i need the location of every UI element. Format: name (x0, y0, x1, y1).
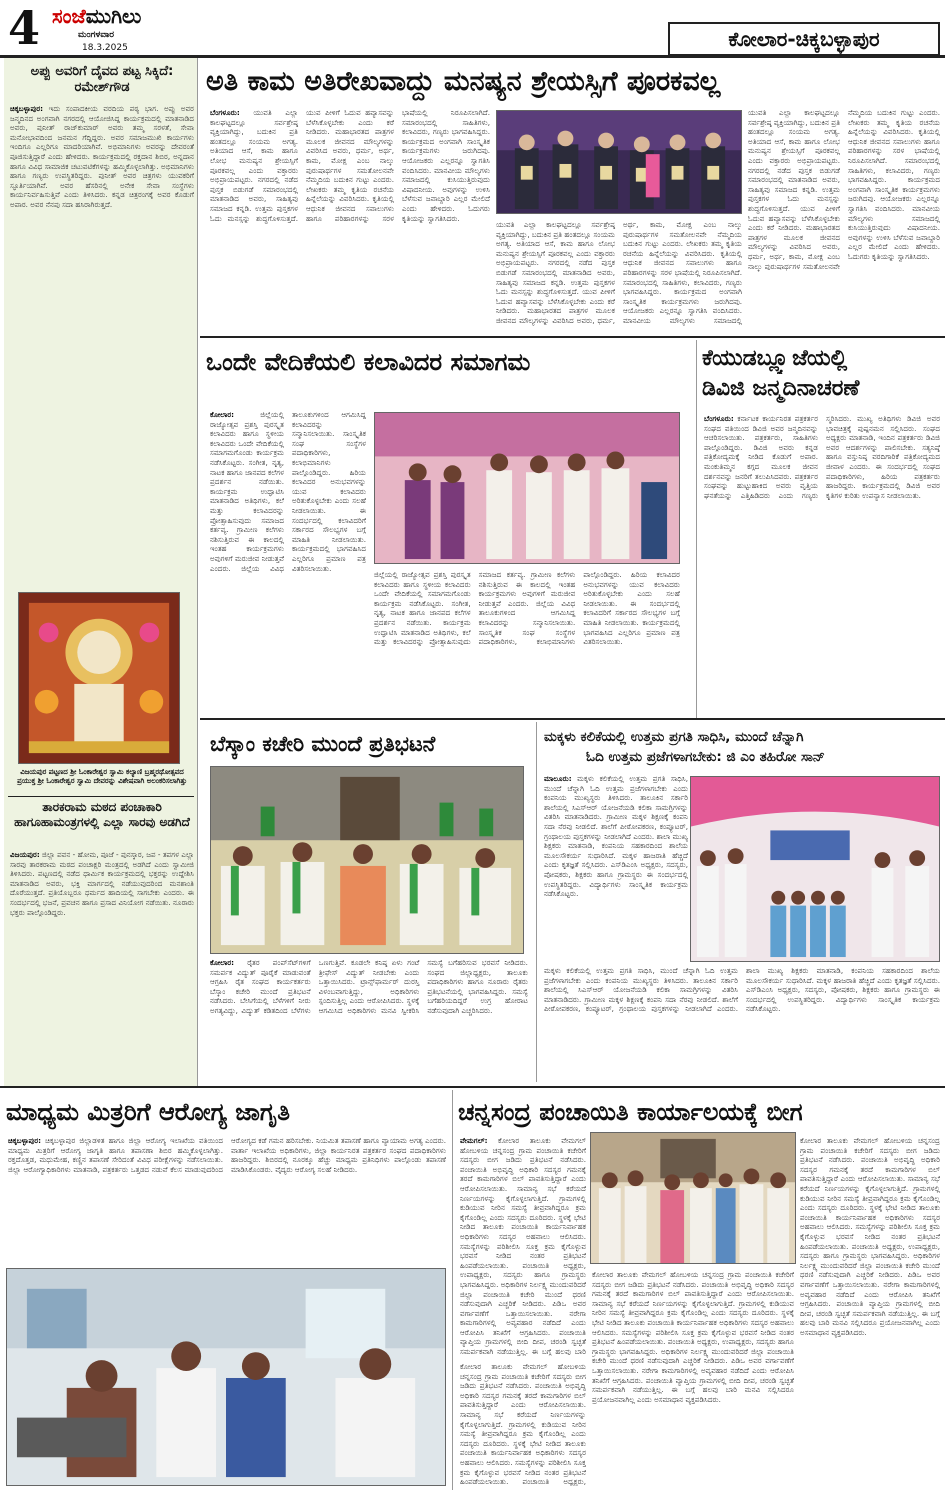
lead-body-right (748, 108, 940, 334)
lower-rule (0, 1086, 945, 1088)
health-camp-photo (6, 1268, 446, 1486)
children-body-bottom (544, 966, 940, 1078)
lead-body-right-text: ಯುವತಿ ಎಲ್ಲಾ ಕಾಲಘಟ್ಟದಲ್ಲೂ ಸರ್ವಶ್ರೇಷ್ಠ ವ್ಯಕ್ತಿಯಾಗಿದ್ದು, ಬದುಕಿನ ಪ್ರತಿ ಹಂತದಲ್ಲೂ ಸಂಯಮ ಅಗತ್ಯ. ಅತಿಯಾದ ಆಸೆ, ಕಾಮ ಹಾಗೂ ಲೋಭ ಮನುಷ್ಯನ ಶ್ರೇಯಸ್ಸಿಗೆ ಪೂರಕವಲ್ಲ ಎಂದು ವಕ್ತಾರರು ಅಭಿಪ್ರಾಯಪಟ್ಟರು. ನಗರದಲ್ಲಿ ನಡೆದ ಪುಸ್ತಕ ಬಿಡುಗಡೆ ಸಮಾರಂಭದಲ್ಲಿ ಮಾತನಾಡಿದ ಅವರು, ಸಾಹಿತ್ಯವು ಸಮಾಜದ ಕನ್ನಡಿ. ಉತ್ತಮ ಪುಸ್ತಕಗಳ ಓದು ಮನಸ್ಸನ್ನು ಶುದ್ಧಗೊಳಿಸುತ್ತದೆ. ಯುವ ಪೀಳಿಗೆ ಓದುವ ಹವ್ಯಾಸವನ್ನು ಬೆಳೆಸಿಕೊಳ್ಳಬೇಕು ಎಂದು ಕರೆ ನೀಡಿದರು. ಮಹಾಭಾರತದ ಪಾತ್ರಗಳ ಮೂಲಕ ಜೀವನದ ಮೌಲ್ಯಗಳನ್ನು ವಿವರಿಸಿದ ಅವರು, ಧರ್ಮ, ಅರ್ಥ, ಕಾಮ, ಮೋಕ್ಷ ಎಂಬ ನಾಲ್ಕು ಪುರುಷಾರ್ಥಗಳ ಸಮತೋಲನವೇ ನೆಮ್ಮದಿಯ ಬದುಕಿನ ಗುಟ್ಟು ಎಂದರು. ಲೇಖಕರು ತಮ್ಮ ಕೃತಿಯ ರಚನೆಯ ಹಿನ್ನೆಲೆಯನ್ನು ವಿವರಿಸಿದರು. ಕೃತಿಯಲ್ಲಿ ಆಧುನಿಕ ಜೀವನದ ಸವಾಲುಗಳು ಹಾಗೂ ಪರಿಹಾರಗಳನ್ನು ಸರಳ ಭಾಷೆಯಲ್ಲಿ ನಿರೂಪಿಸಲಾಗಿದೆ. ಸಮಾರಂಭದಲ್ಲಿ ಸಾಹಿತಿಗಳು, ಕಲಾವಿದರು, ಗಣ್ಯರು ಭಾಗವಹಿಸಿದ್ದರು. ಕಾರ್ಯಕ್ರಮದ ಅಂಗವಾಗಿ ಸಾಂಸ್ಕೃತಿಕ ಕಾರ್ಯಕ್ರಮಗಳು ಜರುಗಿದವು. ಆಯೋಜಕರು ಎಲ್ಲರನ್ನೂ ಸ್ವಾಗತಿಸಿ ವಂದಿಸಿದರು. ಮಾನವೀಯ ಮೌಲ್ಯಗಳು ಸಮಾಜದಲ್ಲಿ ಕುಸಿಯುತ್ತಿರುವುದು ವಿಷಾದನೀಯ. ಅವುಗಳನ್ನು ಉಳಿಸಿ ಬೆಳೆಸುವ ಜವಾಬ್ದಾರಿ ಎಲ್ಲರ ಮೇಲಿದೆ ಎಂದು ಹೇಳಿದರು. ಓದುಗರು ಕೃತಿಯನ್ನು ಸ್ವಾಗತಿಸಿದರು. (748, 108, 940, 271)
newspaper-name (52, 4, 141, 28)
left-headline-2: ತಾರಕರಾಮ ಮಠದ ಪಂಚಾಕಾರಿ ಹಾಗೂಹಾಮಂತ್ರಗಳಲ್ಲಿ ಎಲ್ಲಾ ಸಾರವು ಅಡಗಿದೆ (14, 800, 190, 829)
artists-headline: ಒಂದೇ ವೇದಿಕೆಯಲಿ ಕಲಾವಿದರ ಸಮಾಗಮ (206, 348, 531, 376)
left-body (10, 104, 194, 590)
left-dateline: ಚಿಕ್ಕಬಳ್ಳಾಪುರ: (10, 104, 44, 113)
page-number: 4 (8, 1, 41, 55)
issue-date: 18.3.2025 (82, 43, 128, 53)
lead-bottom-rule (200, 336, 945, 338)
artists-body-bottom (374, 570, 680, 710)
media-body-text: ಚಿಕ್ಕಬಳ್ಳಾಪುರ ಜಿಲ್ಲಾಡಳಿತ ಹಾಗೂ ಜಿಲ್ಲಾ ಆರೋಗ್ಯ ಇಲಾಖೆಯ ವತಿಯಿಂದ ಮಾಧ್ಯಮ ಮಿತ್ರರಿಗೆ ಆರೋಗ್ಯ ಜಾಗೃತಿ ಹಾಗೂ ತಪಾಸಣಾ ಶಿಬಿರ ಹಮ್ಮಿಕೊಳ್ಳಲಾಗಿತ್ತು. ರಕ್ತದೊತ್ತಡ, ಮಧುಮೇಹ, ಕಣ್ಣಿನ ತಪಾಸಣೆ ಸೇರಿದಂತೆ ವಿವಿಧ ಪರೀಕ್ಷೆಗಳನ್ನು ನಡೆಸಲಾಯಿತು. ಜಿಲ್ಲಾ ಆರೋಗ್ಯಾಧಿಕಾರಿಗಳು ಮಾತನಾಡಿ, ಪತ್ರಕರ್ತರು ಒತ್ತಡದ ನಡುವೆ ಕೆಲಸ ಮಾಡುವುದರಿಂದ ಆರೋಗ್ಯದ ಕಡೆ ಗಮನ ಹರಿಸಬೇಕು. ನಿಯಮಿತ ತಪಾಸಣೆ ಹಾಗೂ ವ್ಯಾಯಾಮ ಅಗತ್ಯ ಎಂದರು. ವಾರ್ತಾ ಇಲಾಖೆಯ ಅಧಿಕಾರಿಗಳು, ಜಿಲ್ಲಾ ಕಾರ್ಯನಿರತ ಪತ್ರಕರ್ತರ ಸಂಘದ ಪದಾಧಿಕಾರಿಗಳು ಹಾಜರಿದ್ದರು. ಶಿಬಿರದಲ್ಲಿ ನೂರಕ್ಕೂ ಹೆಚ್ಚು ಮಾಧ್ಯಮ ಪ್ರತಿನಿಧಿಗಳು ಪಾಲ್ಗೊಂಡು ತಪಾಸಣೆ ಮಾಡಿಸಿಕೊಂಡರು. ವೈದ್ಯರು ಆರೋಗ್ಯ ಸಲಹೆ ನೀಡಿದರು. (8, 1136, 446, 1174)
media-headline: ಮಾಧ್ಯಮ ಮಿತ್ರರಿಗೆ ಆರೋಗ್ಯ ಜಾಗೃತಿ (6, 1098, 290, 1126)
channasandra-body-text: ಕೋಲಾರ ತಾಲೂಕು ವೇಮಗಲ್ ಹೋಬಳಿಯ ಚನ್ನಸಂದ್ರ ಗ್ರಾಮ ಪಂಚಾಯಿತಿ ಕಚೇರಿಗೆ ಸದಸ್ಯರು ಬೀಗ ಜಡಿದು ಪ್ರತಿಭಟನೆ ನಡೆಸಿದರು. ಪಂಚಾಯಿತಿ ಅಭಿವೃದ್ಧಿ ಅಧಿಕಾರಿ ಸದಸ್ಯರ ಗಮನಕ್ಕೆ ತರದೆ ಕಾಮಗಾರಿಗಳ ಬಿಲ್ ಪಾವತಿಸುತ್ತಿದ್ದಾರೆ ಎಂದು ಆರೋಪಿಸಲಾಯಿತು. ಸಾಮಾನ್ಯ ಸಭೆ ಕರೆಯದೆ ನಿರ್ಣಯಗಳನ್ನು ಕೈಗೊಳ್ಳಲಾಗುತ್ತಿದೆ. ಗ್ರಾಮಗಳಲ್ಲಿ ಕುಡಿಯುವ ನೀರಿನ ಸಮಸ್ಯೆ ತೀವ್ರವಾಗಿದ್ದರೂ ಕ್ರಮ ಕೈಗೊಂಡಿಲ್ಲ ಎಂದು ಸದಸ್ಯರು ದೂರಿದರು. ಸ್ಥಳಕ್ಕೆ ಭೇಟಿ ನೀಡಿದ ತಾಲೂಕು ಪಂಚಾಯಿತಿ ಕಾರ್ಯನಿರ್ವಾಹಕ ಅಧಿಕಾರಿಗಳು ಸದಸ್ಯರ ಅಹವಾಲು ಆಲಿಸಿದರು. ಸಮಸ್ಯೆಗಳನ್ನು ಪರಿಶೀಲಿಸಿ ಸೂಕ್ತ ಕ್ರಮ ಕೈಗೊಳ್ಳುವ ಭರವಸೆ ನೀಡಿದ ನಂತರ ಪ್ರತಿಭಟನೆ ಹಿಂಪಡೆಯಲಾಯಿತು. ಪಂಚಾಯಿತಿ ಅಧ್ಯಕ್ಷರು, ಉಪಾಧ್ಯಕ್ಷರು, ಸದಸ್ಯರು ಹಾಗೂ ಗ್ರಾಮಸ್ಥರು ಭಾಗವಹಿಸಿದ್ದರು. ಅಧಿಕಾರಿಗಳ ನಿರ್ಲಕ್ಷ್ಯ ಮುಂದುವರಿದರೆ ಜಿಲ್ಲಾ ಪಂಚಾಯಿತಿ ಕಚೇರಿ ಮುಂದೆ ಧರಣಿ ನಡೆಸುವುದಾಗಿ ಎಚ್ಚರಿಕೆ ನೀಡಿದರು. ಪಿಡಿಒ ಅವರ ವರ್ಗಾವಣೆಗೆ ಒತ್ತಾಯಿಸಲಾಯಿತು. ನರೇಗಾ ಕಾಮಗಾರಿಗಳಲ್ಲಿ ಅವ್ಯವಹಾರ ನಡೆದಿದೆ ಎಂದು ಆರೋಪಿಸಿ ತನಿಖೆಗೆ ಆಗ್ರಹಿಸಿದರು. ಪಂಚಾಯಿತಿ ವ್ಯಾಪ್ತಿಯ ಗ್ರಾಮಗಳಲ್ಲಿ ಬೀದಿ ದೀಪ, ಚರಂಡಿ ಸ್ವಚ್ಛತೆ ಸಮರ್ಪಕವಾಗಿ ನಡೆಯುತ್ತಿಲ್ಲ. ಈ ಬಗ್ಗೆ ಹಲವು ಬಾರಿ (460, 1136, 586, 1356)
channasandra-body-middle (592, 1270, 794, 1486)
left-headline: ಅಪ್ಪು ಅವರಿಗೆ ದೈವದ ಪಟ್ಟ ಸಿಕ್ಕಿದೆ: ರಮೇಶ್‌ಗೌಡ (30, 64, 174, 95)
lead-body-text: ಯುವತಿ ಎಲ್ಲಾ ಕಾಲಘಟ್ಟದಲ್ಲೂ ಸರ್ವಶ್ರೇಷ್ಠ ವ್ಯಕ್ತಿಯಾಗಿದ್ದು, ಬದುಕಿನ ಪ್ರತಿ ಹಂತದಲ್ಲೂ ಸಂಯಮ ಅಗತ್ಯ. ಅತಿಯಾದ ಆಸೆ, ಕಾಮ ಹಾಗೂ ಲೋಭ ಮನುಷ್ಯನ ಶ್ರೇಯಸ್ಸಿಗೆ ಪೂರಕವಲ್ಲ ಎಂದು ವಕ್ತಾರರು ಅಭಿಪ್ರಾಯಪಟ್ಟರು. ನಗರದಲ್ಲಿ ನಡೆದ ಪುಸ್ತಕ ಬಿಡುಗಡೆ ಸಮಾರಂಭದಲ್ಲಿ ಮಾತನಾಡಿದ ಅವರು, ಸಾಹಿತ್ಯವು ಸಮಾಜದ ಕನ್ನಡಿ. ಉತ್ತಮ ಪುಸ್ತಕಗಳ ಓದು ಮನಸ್ಸನ್ನು ಶುದ್ಧಗೊಳಿಸುತ್ತದೆ. ಯುವ ಪೀಳಿಗೆ ಓದುವ ಹವ್ಯಾಸವನ್ನು ಬೆಳೆಸಿಕೊಳ್ಳಬೇಕು ಎಂದು ಕರೆ ನೀಡಿದರು. ಮಹಾಭಾರತದ ಪಾತ್ರಗಳ ಮೂಲಕ ಜೀವನದ ಮೌಲ್ಯಗಳನ್ನು ವಿವರಿಸಿದ ಅವರು, ಧರ್ಮ, ಅರ್ಥ, ಕಾಮ, ಮೋಕ್ಷ ಎಂಬ ನಾಲ್ಕು ಪುರುಷಾರ್ಥಗಳ ಸಮತೋಲನವೇ ನೆಮ್ಮದಿಯ ಬದುಕಿನ ಗುಟ್ಟು ಎಂದರು. ಲೇಖಕರು ತಮ್ಮ ಕೃತಿಯ ರಚನೆಯ ಹಿನ್ನೆಲೆಯನ್ನು ವಿವರಿಸಿದರು. ಕೃತಿಯಲ್ಲಿ ಆಧುನಿಕ ಜೀವನದ ಸವಾಲುಗಳು ಹಾಗೂ ಪರಿಹಾರಗಳನ್ನು ಸರಳ ಭಾಷೆಯಲ್ಲಿ ನಿರೂಪಿಸಲಾಗಿದೆ. ಸಮಾರಂಭದಲ್ಲಿ ಸಾಹಿತಿಗಳು, ಕಲಾವಿದರು, ಗಣ್ಯರು ಭಾಗವಹಿಸಿದ್ದರು. ಕಾರ್ಯಕ್ರಮದ ಅಂಗವಾಗಿ ಸಾಂಸ್ಕೃತಿಕ ಕಾರ್ಯಕ್ರಮಗಳು ಜರುಗಿದವು. ಆಯೋಜಕರು ಎಲ್ಲರನ್ನೂ ಸ್ವಾಗತಿಸಿ ವಂದಿಸಿದರು. ಮಾನವೀಯ ಮೌಲ್ಯಗಳು ಸಮಾಜದಲ್ಲಿ ಕುಸಿಯುತ್ತಿರುವುದು ವಿಷಾದನೀಯ. ಅವುಗಳನ್ನು ಉಳಿಸಿ ಬೆಳೆಸುವ ಜವಾಬ್ದಾರಿ ಎಲ್ಲರ ಮೇಲಿದೆ ಎಂದು ಹೇಳಿದರು. ಓದುಗರು ಕೃತಿಯನ್ನು ಸ್ವಾಗತಿಸಿದರು. (210, 108, 490, 223)
children-dateline: ಮಾಲೂರು: (544, 774, 572, 783)
channasandra-headline: ಚನ್ನಸಂದ್ರ ಪಂಚಾಯಿತಿ ಕಾರ್ಯಾಲಯಕ್ಕೆ ಬೀಗ (458, 1098, 803, 1126)
region-label: ಕೋಲಾರ-ಚಿಕ್ಕಬಳ್ಳಾಪುರ (668, 22, 940, 56)
temple-photo (18, 592, 180, 764)
temple-photo-caption: ವಿಜಯಪುರ ಪಟ್ಟಣದ ಶ್ರೀ ಓಂಕಾರೇಶ್ವರ ಸ್ವಾಮಿ ಕಲ್ಯಾಣಿ ಬ್ರಹ್ಮರಥೋತ್ಸವದ ಪ್ರಯುಕ್ತ ಶ್ರೀ ಓಂಕಾರೇಶ್ವರ ಸ್ವಾಮಿ ದೇವರನ್ನು ವಿಶೇಷವಾಗಿ ಅಲಂಕರಿಸಲಾಗಿತ್ತು (17, 768, 187, 785)
media-channasandra-divider (452, 1090, 453, 1490)
left-dateline-2: ವಿಜಯಪುರ: (10, 850, 40, 859)
left-body-text: ಇದು ಸಂಪಾದಕೀಯ ವರದಿಯ ಪಠ್ಯ ಭಾಗ. ಅಪ್ಪು ಅವರ ಜನ್ಮದಿನದ ಅಂಗವಾಗಿ ನಗರದಲ್ಲಿ ಆಯೋಜಿಸಿದ್ದ ಕಾರ್ಯಕ್ರಮದಲ್ಲಿ ಮಾತನಾಡಿದ ಅವರು, ಪುನೀತ್ ರಾಜ್‌ಕುಮಾರ್ ಅವರು ತಮ್ಮ ಸರಳತೆ, ಸೇವಾ ಮನೋಭಾವದಿಂದ ಜನಮನ ಗೆದ್ದಿದ್ದರು. ಅವರ ಸಮಾಜಮುಖಿ ಕಾರ್ಯಗಳು ಇಂದಿಗೂ ಎಲ್ಲರಿಗೂ ಮಾದರಿಯಾಗಿವೆ. ಅಭಿಮಾನಿಗಳು ಅವರನ್ನು ದೇವರಂತೆ ಪೂಜಿಸುತ್ತಿದ್ದಾರೆ ಎಂದು ಹೇಳಿದರು. ಕಾರ್ಯಕ್ರಮದಲ್ಲಿ ರಕ್ತದಾನ ಶಿಬಿರ, ಅನ್ನದಾನ ಹಾಗೂ ವಿವಿಧ ಸಾಮಾಜಿಕ ಚಟುವಟಿಕೆಗಳನ್ನು ಹಮ್ಮಿಕೊಳ್ಳಲಾಗಿತ್ತು. ಅಭಿಮಾನಿಗಳು ಹಾಗೂ ಗಣ್ಯರು ಉಪಸ್ಥಿತರಿದ್ದರು. ಪುನೀತ್ ಅವರ ಚಿತ್ರಗಳು ಯುವಕರಿಗೆ ಸ್ಫೂರ್ತಿಯಾಗಿವೆ. ಅವರ ಹೆಸರಿನಲ್ಲಿ ಅನೇಕ ಸೇವಾ ಸಂಸ್ಥೆಗಳು ಕಾರ್ಯನಿರ್ವಹಿಸುತ್ತಿವೆ ಎಂದು ತಿಳಿಸಿದರು. ಕನ್ನಡ ಚಿತ್ರರಂಗಕ್ಕೆ ಅವರ ಕೊಡುಗೆ ಅಪಾರ. ಅವರ ನೆನಪು ಸದಾ ಹಸಿರಾಗಿರುತ್ತದೆ. (10, 104, 194, 209)
artists-photo (374, 412, 680, 564)
channasandra-dateline: ವೇಮಗಲ್: (460, 1136, 488, 1145)
bescom-body-text: ರೈತರ ಪಂಪ್‌ಸೆಟ್‌ಗಳಿಗೆ ಸಮರ್ಪಕ ವಿದ್ಯುತ್ ಪೂರೈಕೆ ಮಾಡುವಂತೆ ಆಗ್ರಹಿಸಿ ರೈತ ಸಂಘದ ಕಾರ್ಯಕರ್ತರು ಬೆಸ್ಕಾಂ ಕಚೇರಿ ಮುಂದೆ ಪ್ರತಿಭಟನೆ ನಡೆಸಿದರು. ಬೇಸಿಗೆಯಲ್ಲಿ ಬೆಳೆಗಳಿಗೆ ನೀರು ಅಗತ್ಯವಿದ್ದು, ವಿದ್ಯುತ್ ಕಡಿತದಿಂದ ಬೆಳೆಗಳು ಒಣಗುತ್ತಿವೆ. ಕೂಡಲೇ ಕನಿಷ್ಠ ಏಳು ಗಂಟೆ ತ್ರೀಫೇಸ್ ವಿದ್ಯುತ್ ನೀಡಬೇಕು ಎಂದು ಒತ್ತಾಯಿಸಿದರು. ಟ್ರಾನ್ಸ್‌ಫಾರ್ಮರ್ ದುರಸ್ತಿ ವಿಳಂಬವಾಗುತ್ತಿದ್ದು, ಅಧಿಕಾರಿಗಳು ಸ್ಪಂದಿಸುತ್ತಿಲ್ಲ ಎಂದು ಆರೋಪಿಸಿದರು. ಸ್ಥಳಕ್ಕೆ ಆಗಮಿಸಿದ ಅಧಿಕಾರಿಗಳು ಮನವಿ ಸ್ವೀಕರಿಸಿ ಸಮಸ್ಯೆ ಬಗೆಹರಿಸುವ ಭರವಸೆ ನೀಡಿದರು. ಸಂಘದ ಜಿಲ್ಲಾಧ್ಯಕ್ಷರು, ತಾಲೂಕು ಪದಾಧಿಕಾರಿಗಳು ಹಾಗೂ ನೂರಾರು ರೈತರು ಪ್ರತಿಭಟನೆಯಲ್ಲಿ ಭಾಗವಹಿಸಿದ್ದರು. ಸಮಸ್ಯೆ ಬಗೆಹರಿಯದಿದ್ದರೆ ಉಗ್ರ ಹೋರಾಟ ನಡೆಸುವುದಾಗಿ ಎಚ್ಚರಿಸಿದರು. (210, 958, 528, 1015)
media-body (8, 1136, 446, 1260)
artists-body-left (210, 410, 366, 710)
artists-body-text: ಜಿಲ್ಲೆಯಲ್ಲಿ ರಾಜ್ಯೋತ್ಸವ ಪ್ರಶಸ್ತಿ ಪುರಸ್ಕೃತ ಕಲಾವಿದರು ಹಾಗೂ ಸ್ಥಳೀಯ ಕಲಾವಿದರು ಒಂದೇ ವೇದಿಕೆಯಲ್ಲಿ ಸಮಾಗಮಗೊಂಡು ಕಾರ್ಯಕ್ರಮ ನಡೆಸಿಕೊಟ್ಟರು. ಸಂಗೀತ, ನೃತ್ಯ, ನಾಟಕ ಹಾಗೂ ಜಾನಪದ ಕಲೆಗಳ ಪ್ರದರ್ಶನ ನಡೆಯಿತು. ಕಾರ್ಯಕ್ರಮ ಉದ್ಘಾಟಿಸಿ ಮಾತನಾಡಿದ ಅತಿಥಿಗಳು, ಕಲೆ ಮತ್ತು ಕಲಾವಿದರನ್ನು ಪ್ರೋತ್ಸಾಹಿಸುವುದು ಸಮಾಜದ ಕರ್ತವ್ಯ. ಗ್ರಾಮೀಣ ಕಲೆಗಳು ನಶಿಸುತ್ತಿರುವ ಈ ಕಾಲದಲ್ಲಿ ಇಂತಹ ಕಾರ್ಯಕ್ರಮಗಳು ಅವುಗಳಿಗೆ ಮರುಜೀವ ನೀಡುತ್ತವೆ ಎಂದರು. ಜಿಲ್ಲೆಯ ವಿವಿಧ ತಾಲೂಕುಗಳಿಂದ ಆಗಮಿಸಿದ್ದ ಕಲಾವಿದರನ್ನು ಸನ್ಮಾನಿಸಲಾಯಿತು. ಸಾಂಸ್ಕೃತಿಕ ಸಂಘ ಸಂಸ್ಥೆಗಳ ಪದಾಧಿಕಾರಿಗಳು, ಕಲಾಭಿಮಾನಿಗಳು ಪಾಲ್ಗೊಂಡಿದ್ದರು. ಹಿರಿಯ ಕಲಾವಿದರ ಅನುಭವಗಳನ್ನು ಯುವ ಕಲಾವಿದರು ಅರಿತುಕೊಳ್ಳಬೇಕು ಎಂದು ಸಲಹೆ ನೀಡಲಾಯಿತು. ಈ ಸಂದರ್ಭದಲ್ಲಿ ಕಲಾವಿದರಿಗೆ ಸರ್ಕಾರದ ಸೌಲಭ್ಯಗಳ ಬಗ್ಗೆ ಮಾಹಿತಿ ನೀಡಲಾಯಿತು. ಕಾರ್ಯಕ್ರಮದಲ್ಲಿ ಭಾಗವಹಿಸಿದ ಎಲ್ಲರಿಗೂ ಪ್ರಮಾಣ ಪತ್ರ ವಿತರಿಸಲಾಯಿತು. (210, 410, 366, 573)
bescom-dateline: ಕೋಲಾರ: (210, 958, 235, 967)
school-event-photo (690, 776, 940, 962)
channasandra-body-right (800, 1136, 940, 1486)
kuwj-headline-2: ಡಿವಿಜಿ ಜನ್ಮದಿನಾಚರಣೆ (702, 376, 860, 401)
protest-photo (210, 766, 524, 954)
issue-day: ಮಂಗಳವಾರ (78, 30, 115, 40)
left-body-2 (10, 850, 194, 1082)
newspaper-name-part2: ಮುಗಿಲು (85, 4, 142, 28)
artists-body-bottom-text: ಜಿಲ್ಲೆಯಲ್ಲಿ ರಾಜ್ಯೋತ್ಸವ ಪ್ರಶಸ್ತಿ ಪುರಸ್ಕೃತ ಕಲಾವಿದರು ಹಾಗೂ ಸ್ಥಳೀಯ ಕಲಾವಿದರು ಒಂದೇ ವೇದಿಕೆಯಲ್ಲಿ ಸಮಾಗಮಗೊಂಡು ಕಾರ್ಯಕ್ರಮ ನಡೆಸಿಕೊಟ್ಟರು. ಸಂಗೀತ, ನೃತ್ಯ, ನಾಟಕ ಹಾಗೂ ಜಾನಪದ ಕಲೆಗಳ ಪ್ರದರ್ಶನ ನಡೆಯಿತು. ಕಾರ್ಯಕ್ರಮ ಉದ್ಘಾಟಿಸಿ ಮಾತನಾಡಿದ ಅತಿಥಿಗಳು, ಕಲೆ ಮತ್ತು ಕಲಾವಿದರನ್ನು ಪ್ರೋತ್ಸಾಹಿಸುವುದು ಸಮಾಜದ ಕರ್ತವ್ಯ. ಗ್ರಾಮೀಣ ಕಲೆಗಳು ನಶಿಸುತ್ತಿರುವ ಈ ಕಾಲದಲ್ಲಿ ಇಂತಹ ಕಾರ್ಯಕ್ರಮಗಳು ಅವುಗಳಿಗೆ ಮರುಜೀವ ನೀಡುತ್ತವೆ ಎಂದರು. ಜಿಲ್ಲೆಯ ವಿವಿಧ ತಾಲೂಕುಗಳಿಂದ ಆಗಮಿಸಿದ್ದ ಕಲಾವಿದರನ್ನು ಸನ್ಮಾನಿಸಲಾಯಿತು. ಸಾಂಸ್ಕೃತಿಕ ಸಂಘ ಸಂಸ್ಥೆಗಳ ಪದಾಧಿಕಾರಿಗಳು, ಕಲಾಭಿಮಾನಿಗಳು ಪಾಲ್ಗೊಂಡಿದ್ದರು. ಹಿರಿಯ ಕಲಾವಿದರ ಅನುಭವಗಳನ್ನು ಯುವ ಕಲಾವಿದರು ಅರಿತುಕೊಳ್ಳಬೇಕು ಎಂದು ಸಲಹೆ ನೀಡಲಾಯಿತು. ಈ ಸಂದರ್ಭದಲ್ಲಿ ಕಲಾವಿದರಿಗೆ ಸರ್ಕಾರದ ಸೌಲಭ್ಯಗಳ ಬಗ್ಗೆ ಮಾಹಿತಿ ನೀಡಲಾಯಿತು. ಕಾರ್ಯಕ್ರಮದಲ್ಲಿ ಭಾಗವಹಿಸಿದ ಎಲ್ಲರಿಗೂ ಪ್ರಮಾಣ ಪತ್ರ ವಿತರಿಸಲಾಯಿತು. (374, 570, 680, 647)
kuwj-dateline: ಬೆಂಗಳೂರು: (704, 414, 734, 423)
lead-body-middle-text: ಯುವತಿ ಎಲ್ಲಾ ಕಾಲಘಟ್ಟದಲ್ಲೂ ಸರ್ವಶ್ರೇಷ್ಠ ವ್ಯಕ್ತಿಯಾಗಿದ್ದು, ಬದುಕಿನ ಪ್ರತಿ ಹಂತದಲ್ಲೂ ಸಂಯಮ ಅಗತ್ಯ. ಅತಿಯಾದ ಆಸೆ, ಕಾಮ ಹಾಗೂ ಲೋಭ ಮನುಷ್ಯನ ಶ್ರೇಯಸ್ಸಿಗೆ ಪೂರಕವಲ್ಲ ಎಂದು ವಕ್ತಾರರು ಅಭಿಪ್ರಾಯಪಟ್ಟರು. ನಗರದಲ್ಲಿ ನಡೆದ ಪುಸ್ತಕ ಬಿಡುಗಡೆ ಸಮಾರಂಭದಲ್ಲಿ ಮಾತನಾಡಿದ ಅವರು, ಸಾಹಿತ್ಯವು ಸಮಾಜದ ಕನ್ನಡಿ. ಉತ್ತಮ ಪುಸ್ತಕಗಳ ಓದು ಮನಸ್ಸನ್ನು ಶುದ್ಧಗೊಳಿಸುತ್ತದೆ. ಯುವ ಪೀಳಿಗೆ ಓದುವ ಹವ್ಯಾಸವನ್ನು ಬೆಳೆಸಿಕೊಳ್ಳಬೇಕು ಎಂದು ಕರೆ ನೀಡಿದರು. ಮಹಾಭಾರತದ ಪಾತ್ರಗಳ ಮೂಲಕ ಜೀವನದ ಮೌಲ್ಯಗಳನ್ನು ವಿವರಿಸಿದ ಅವರು, ಧರ್ಮ, ಅರ್ಥ, ಕಾಮ, ಮೋಕ್ಷ ಎಂಬ ನಾಲ್ಕು ಪುರುಷಾರ್ಥಗಳ ಸಮತೋಲನವೇ ನೆಮ್ಮದಿಯ ಬದುಕಿನ ಗುಟ್ಟು ಎಂದರು. ಲೇಖಕರು ತಮ್ಮ ಕೃತಿಯ ರಚನೆಯ ಹಿನ್ನೆಲೆಯನ್ನು ವಿವರಿಸಿದರು. ಕೃತಿಯಲ್ಲಿ ಆಧುನಿಕ ಜೀವನದ ಸವಾಲುಗಳು ಹಾಗೂ ಪರಿಹಾರಗಳನ್ನು ಸರಳ ಭಾಷೆಯಲ್ಲಿ ನಿರೂಪಿಸಲಾಗಿದೆ. ಸಮಾರಂಭದಲ್ಲಿ ಸಾಹಿತಿಗಳು, ಕಲಾವಿದರು, ಗಣ್ಯರು ಭಾಗವಹಿಸಿದ್ದರು. ಕಾರ್ಯಕ್ರಮದ ಅಂಗವಾಗಿ ಸಾಂಸ್ಕೃತಿಕ ಕಾರ್ಯಕ್ರಮಗಳು ಜರುಗಿದವು. ಆಯೋಜಕರು ಎಲ್ಲರನ್ನೂ ಸ್ವಾಗತಿಸಿ ವಂದಿಸಿದರು. ಮಾನವೀಯ ಮೌಲ್ಯಗಳು ಸಮಾಜದಲ್ಲಿ (496, 220, 742, 325)
channasandra-body-left-2 (460, 1362, 586, 1486)
bescom-headline: ಬೆಸ್ಕಾಂ ಕಚೇರಿ ಮುಂದೆ ಪ್ರತಿಭಟನೆ (210, 732, 436, 756)
kuwj-headline-1: ಕೆಯುಡಬ್ಲ್ಯೂಜೆಯಲ್ಲಿ (702, 346, 848, 371)
lead-headline: ಅತಿ ಕಾಮ ಅತಿರೇಖವಾದ್ದು ಮನಷ್ಯನ ಶ್ರೇಯಸ್ಸಿಗೆ ಪೂರಕವಲ್ಲ (206, 66, 721, 97)
bescom-children-divider (536, 722, 537, 1082)
children-body-left (544, 774, 688, 960)
masthead (0, 0, 945, 58)
lead-body-middle (496, 220, 742, 334)
channasandra-body-left-2-text: ಕೋಲಾರ ತಾಲೂಕು ವೇಮಗಲ್ ಹೋಬಳಿಯ ಚನ್ನಸಂದ್ರ ಗ್ರಾಮ ಪಂಚಾಯಿತಿ ಕಚೇರಿಗೆ ಸದಸ್ಯರು ಬೀಗ ಜಡಿದು ಪ್ರತಿಭಟನೆ ನಡೆಸಿದರು. ಪಂಚಾಯಿತಿ ಅಭಿವೃದ್ಧಿ ಅಧಿಕಾರಿ ಸದಸ್ಯರ ಗಮನಕ್ಕೆ ತರದೆ ಕಾಮಗಾರಿಗಳ ಬಿಲ್ ಪಾವತಿಸುತ್ತಿದ್ದಾರೆ ಎಂದು ಆರೋಪಿಸಲಾಯಿತು. ಸಾಮಾನ್ಯ ಸಭೆ ಕರೆಯದೆ ನಿರ್ಣಯಗಳನ್ನು ಕೈಗೊಳ್ಳಲಾಗುತ್ತಿದೆ. ಗ್ರಾಮಗಳಲ್ಲಿ ಕುಡಿಯುವ ನೀರಿನ ಸಮಸ್ಯೆ ತೀವ್ರವಾಗಿದ್ದರೂ ಕ್ರಮ ಕೈಗೊಂಡಿಲ್ಲ ಎಂದು ಸದಸ್ಯರು ದೂರಿದರು. ಸ್ಥಳಕ್ಕೆ ಭೇಟಿ ನೀಡಿದ ತಾಲೂಕು ಪಂಚಾಯಿತಿ ಕಾರ್ಯನಿರ್ವಾಹಕ ಅಧಿಕಾರಿಗಳು ಸದಸ್ಯರ ಅಹವಾಲು ಆಲಿಸಿದರು. ಸಮಸ್ಯೆಗಳನ್ನು ಪರಿಶೀಲಿಸಿ ಸೂಕ್ತ ಕ್ರಮ ಕೈಗೊಳ್ಳುವ ಭರವಸೆ ನೀಡಿದ ನಂತರ ಪ್ರತಿಭಟನೆ ಹಿಂಪಡೆಯಲಾಯಿತು. ಪಂಚಾಯಿತಿ ಅಧ್ಯಕ್ಷರು, (460, 1362, 586, 1486)
lead-body-left (210, 108, 490, 334)
panchayat-photo (590, 1132, 796, 1264)
kuwj-body-text: ಕರ್ನಾಟಕ ಕಾರ್ಯನಿರತ ಪತ್ರಕರ್ತರ ಸಂಘದ ವತಿಯಿಂದ ಡಿವಿಜಿ ಅವರ ಜನ್ಮದಿನವನ್ನು ಆಚರಿಸಲಾಯಿತು. ಪತ್ರಕರ್ತರು, ಸಾಹಿತಿಗಳು ಪಾಲ್ಗೊಂಡಿದ್ದರು. ಡಿವಿಜಿ ಅವರು ಕನ್ನಡ ಪತ್ರಿಕೋದ್ಯಮಕ್ಕೆ ನೀಡಿದ ಕೊಡುಗೆ ಅಪಾರ. ಮಂಕುತಿಮ್ಮನ ಕಗ್ಗದ ಮೂಲಕ ಜೀವನ ದರ್ಶನವನ್ನು ಜನರಿಗೆ ತಲುಪಿಸಿದವರು. ಪತ್ರಕರ್ತರ ಸಂಘವನ್ನು ಹುಟ್ಟುಹಾಕಿದ ಅವರು ವೃತ್ತಿಯ ಘನತೆಯನ್ನು ಎತ್ತಿಹಿಡಿದರು ಎಂದು ಗಣ್ಯರು ಸ್ಮರಿಸಿದರು. ಮುಖ್ಯ ಅತಿಥಿಗಳು ಡಿವಿಜಿ ಅವರ ಭಾವಚಿತ್ರಕ್ಕೆ ಪುಷ್ಪನಮನ ಸಲ್ಲಿಸಿದರು. ಸಂಘದ ಅಧ್ಯಕ್ಷರು ಮಾತನಾಡಿ, ಇಂದಿನ ಪತ್ರಕರ್ತರು ಡಿವಿಜಿ ಅವರ ಆದರ್ಶಗಳನ್ನು ಪಾಲಿಸಬೇಕು. ಸತ್ಯನಿಷ್ಠೆ ಹಾಗೂ ವಸ್ತುನಿಷ್ಠ ವರದಿಗಾರಿಕೆ ಪತ್ರಿಕೋದ್ಯಮದ ಜೀವಾಳ ಎಂದರು. ಈ ಸಂದರ್ಭದಲ್ಲಿ ಸಂಘದ ಪದಾಧಿಕಾರಿಗಳು, ಹಿರಿಯ ಪತ್ರಕರ್ತರು ಹಾಜರಿದ್ದರು. ಕಾರ್ಯಕ್ರಮದಲ್ಲಿ ಡಿವಿಜಿ ಅವರ ಕೃತಿಗಳ ಕುರಿತು ಉಪನ್ಯಾಸ ನೀಡಲಾಯಿತು. (704, 414, 940, 500)
children-body-text: ಮಕ್ಕಳು ಕಲಿಕೆಯಲ್ಲಿ ಉತ್ತಮ ಪ್ರಗತಿ ಸಾಧಿಸಿ, ಮುಂದೆ ಚೆನ್ನಾಗಿ ಓದಿ ಉತ್ತಮ ಪ್ರಜೆಗಳಾಗಬೇಕು ಎಂದು ಕಂಪನಿಯ ಮುಖ್ಯಸ್ಥರು ತಿಳಿಸಿದರು. ತಾಲೂಕಿನ ಸರ್ಕಾರಿ ಶಾಲೆಯಲ್ಲಿ ಸಿಎಸ್‌ಆರ್ ಯೋಜನೆಯಡಿ ಕಲಿಕಾ ಸಾಮಗ್ರಿಗಳನ್ನು ವಿತರಿಸಿ ಮಾತನಾಡಿದರು. ಗ್ರಾಮೀಣ ಮಕ್ಕಳ ಶಿಕ್ಷಣಕ್ಕೆ ಕಂಪನಿ ಸದಾ ನೆರವು ನೀಡಲಿದೆ. ಶಾಲೆಗೆ ಪೀಠೋಪಕರಣ, ಕಂಪ್ಯೂಟರ್, ಗ್ರಂಥಾಲಯ ಪುಸ್ತಕಗಳನ್ನು ನೀಡಲಾಗಿದೆ ಎಂದರು. ಶಾಲಾ ಮುಖ್ಯ ಶಿಕ್ಷಕರು ಮಾತನಾಡಿ, ಕಂಪನಿಯ ಸಹಕಾರದಿಂದ ಶಾಲೆಯ ಮೂಲಸೌಕರ್ಯ ಸುಧಾರಿಸಿದೆ. ಮಕ್ಕಳ ಹಾಜರಾತಿ ಹೆಚ್ಚಿದೆ ಎಂದು ಕೃತಜ್ಞತೆ ಸಲ್ಲಿಸಿದರು. ಎಸ್‌ಡಿಎಂಸಿ ಅಧ್ಯಕ್ಷರು, ಸದಸ್ಯರು, ಪೋಷಕರು, ಶಿಕ್ಷಕರು ಹಾಗೂ ಗ್ರಾಮಸ್ಥರು ಈ ಸಂದರ್ಭದಲ್ಲಿ ಉಪಸ್ಥಿತರಿದ್ದರು. ವಿದ್ಯಾರ್ಥಿಗಳು ಸಾಂಸ್ಕೃತಿಕ ಕಾರ್ಯಕ್ರಮ ನಡೆಸಿಕೊಟ್ಟರು. (544, 774, 688, 899)
artists-kuwj-divider (696, 340, 697, 718)
bescom-body (210, 958, 528, 1078)
media-dateline: ಚಿಕ್ಕಬಳ್ಳಾಪುರ: (8, 1136, 42, 1145)
lead-dateline: ಬೆಂಗಳೂರು: (210, 108, 240, 117)
mid-rule (200, 718, 945, 720)
channasandra-body-right-text: ಕೋಲಾರ ತಾಲೂಕು ವೇಮಗಲ್ ಹೋಬಳಿಯ ಚನ್ನಸಂದ್ರ ಗ್ರಾಮ ಪಂಚಾಯಿತಿ ಕಚೇರಿಗೆ ಸದಸ್ಯರು ಬೀಗ ಜಡಿದು ಪ್ರತಿಭಟನೆ ನಡೆಸಿದರು. ಪಂಚಾಯಿತಿ ಅಭಿವೃದ್ಧಿ ಅಧಿಕಾರಿ ಸದಸ್ಯರ ಗಮನಕ್ಕೆ ತರದೆ ಕಾಮಗಾರಿಗಳ ಬಿಲ್ ಪಾವತಿಸುತ್ತಿದ್ದಾರೆ ಎಂದು ಆರೋಪಿಸಲಾಯಿತು. ಸಾಮಾನ್ಯ ಸಭೆ ಕರೆಯದೆ ನಿರ್ಣಯಗಳನ್ನು ಕೈಗೊಳ್ಳಲಾಗುತ್ತಿದೆ. ಗ್ರಾಮಗಳಲ್ಲಿ ಕುಡಿಯುವ ನೀರಿನ ಸಮಸ್ಯೆ ತೀವ್ರವಾಗಿದ್ದರೂ ಕ್ರಮ ಕೈಗೊಂಡಿಲ್ಲ ಎಂದು ಸದಸ್ಯರು ದೂರಿದರು. ಸ್ಥಳಕ್ಕೆ ಭೇಟಿ ನೀಡಿದ ತಾಲೂಕು ಪಂಚಾಯಿತಿ ಕಾರ್ಯನಿರ್ವಾಹಕ ಅಧಿಕಾರಿಗಳು ಸದಸ್ಯರ ಅಹವಾಲು ಆಲಿಸಿದರು. ಸಮಸ್ಯೆಗಳನ್ನು ಪರಿಶೀಲಿಸಿ ಸೂಕ್ತ ಕ್ರಮ ಕೈಗೊಳ್ಳುವ ಭರವಸೆ ನೀಡಿದ ನಂತರ ಪ್ರತಿಭಟನೆ ಹಿಂಪಡೆಯಲಾಯಿತು. ಪಂಚಾಯಿತಿ ಅಧ್ಯಕ್ಷರು, ಉಪಾಧ್ಯಕ್ಷರು, ಸದಸ್ಯರು ಹಾಗೂ ಗ್ರಾಮಸ್ಥರು ಭಾಗವಹಿಸಿದ್ದರು. ಅಧಿಕಾರಿಗಳ ನಿರ್ಲಕ್ಷ್ಯ ಮುಂದುವರಿದರೆ ಜಿಲ್ಲಾ ಪಂಚಾಯಿತಿ ಕಚೇರಿ ಮುಂದೆ ಧರಣಿ ನಡೆಸುವುದಾಗಿ ಎಚ್ಚರಿಕೆ ನೀಡಿದರು. ಪಿಡಿಒ ಅವರ ವರ್ಗಾವಣೆಗೆ ಒತ್ತಾಯಿಸಲಾಯಿತು. ನರೇಗಾ ಕಾಮಗಾರಿಗಳಲ್ಲಿ ಅವ್ಯವಹಾರ ನಡೆದಿದೆ ಎಂದು ಆರೋಪಿಸಿ ತನಿಖೆಗೆ ಆಗ್ರಹಿಸಿದರು. ಪಂಚಾಯಿತಿ ವ್ಯಾಪ್ತಿಯ ಗ್ರಾಮಗಳಲ್ಲಿ ಬೀದಿ ದೀಪ, ಚರಂಡಿ ಸ್ವಚ್ಛತೆ ಸಮರ್ಪಕವಾಗಿ ನಡೆಯುತ್ತಿಲ್ಲ. ಈ ಬಗ್ಗೆ ಹಲವು ಬಾರಿ ಮನವಿ ಸಲ್ಲಿಸಿದರೂ ಪ್ರಯೋಜನವಾಗಿಲ್ಲ ಎಂದು ಅಸಮಾಧಾನ ವ್ಯಕ್ತಪಡಿಸಿದರು. (800, 1136, 940, 1337)
artists-dateline: ಕೋಲಾರ: (210, 410, 235, 419)
children-headline-2: ಓದಿ ಉತ್ತಮ ಪ್ರಜೆಗಳಾಗಬೇಕು: ಜಿ ಎಂ ತಹಿರೋ ಸಾನ್ (586, 749, 825, 765)
book-release-photo (496, 110, 742, 214)
kuwj-body (704, 414, 940, 712)
children-body-bottom-text: ಮಕ್ಕಳು ಕಲಿಕೆಯಲ್ಲಿ ಉತ್ತಮ ಪ್ರಗತಿ ಸಾಧಿಸಿ, ಮುಂದೆ ಚೆನ್ನಾಗಿ ಓದಿ ಉತ್ತಮ ಪ್ರಜೆಗಳಾಗಬೇಕು ಎಂದು ಕಂಪನಿಯ ಮುಖ್ಯಸ್ಥರು ತಿಳಿಸಿದರು. ತಾಲೂಕಿನ ಸರ್ಕಾರಿ ಶಾಲೆಯಲ್ಲಿ ಸಿಎಸ್‌ಆರ್ ಯೋಜನೆಯಡಿ ಕಲಿಕಾ ಸಾಮಗ್ರಿಗಳನ್ನು ವಿತರಿಸಿ ಮಾತನಾಡಿದರು. ಗ್ರಾಮೀಣ ಮಕ್ಕಳ ಶಿಕ್ಷಣಕ್ಕೆ ಕಂಪನಿ ಸದಾ ನೆರವು ನೀಡಲಿದೆ. ಶಾಲೆಗೆ ಪೀಠೋಪಕರಣ, ಕಂಪ್ಯೂಟರ್, ಗ್ರಂಥಾಲಯ ಪುಸ್ತಕಗಳನ್ನು ನೀಡಲಾಗಿದೆ ಎಂದರು. ಶಾಲಾ ಮುಖ್ಯ ಶಿಕ್ಷಕರು ಮಾತನಾಡಿ, ಕಂಪನಿಯ ಸಹಕಾರದಿಂದ ಶಾಲೆಯ ಮೂಲಸೌಕರ್ಯ ಸುಧಾರಿಸಿದೆ. ಮಕ್ಕಳ ಹಾಜರಾತಿ ಹೆಚ್ಚಿದೆ ಎಂದು ಕೃತಜ್ಞತೆ ಸಲ್ಲಿಸಿದರು. ಎಸ್‌ಡಿಎಂಸಿ ಅಧ್ಯಕ್ಷರು, ಸದಸ್ಯರು, ಪೋಷಕರು, ಶಿಕ್ಷಕರು ಹಾಗೂ ಗ್ರಾಮಸ್ಥರು ಈ ಸಂದರ್ಭದಲ್ಲಿ ಉಪಸ್ಥಿತರಿದ್ದರು. ವಿದ್ಯಾರ್ಥಿಗಳು ಸಾಂಸ್ಕೃತಿಕ ಕಾರ್ಯಕ್ರಮ ನಡೆಸಿಕೊಟ್ಟರು. (544, 966, 940, 1014)
channasandra-body-left (460, 1136, 586, 1356)
children-headline-1: ಮಕ್ಕಳು ಕಲಿಕೆಯಲ್ಲಿ ಉತ್ತಮ ಪ್ರಗತಿ ಸಾಧಿಸಿ, ಮುಂದೆ ಚೆನ್ನಾಗಿ (544, 729, 804, 745)
left-body-2-text: ಜಿಲ್ಲಾ ಪವನ - ಹೋಮ, ಪೂಜೆ - ಪುನಸ್ಕಾರ, ಜಪ - ತಪಗಳ ಎಲ್ಲಾ ಸಾರವು ತಾರಕರಾಮ ಮಠದ ಪಂಚಾಕ್ಷರಿ ಮಂತ್ರದಲ್ಲಿ ಅಡಗಿದೆ ಎಂದು ಸ್ವಾಮೀಜಿ ತಿಳಿಸಿದರು. ಪಟ್ಟಣದಲ್ಲಿ ನಡೆದ ಧಾರ್ಮಿಕ ಕಾರ್ಯಕ್ರಮದಲ್ಲಿ ಭಕ್ತರನ್ನು ಉದ್ದೇಶಿಸಿ ಮಾತನಾಡಿದ ಅವರು, ಭಕ್ತಿ ಮಾರ್ಗದಲ್ಲಿ ನಡೆಯುವುದರಿಂದ ಮನಶಾಂತಿ ದೊರೆಯುತ್ತದೆ. ಪ್ರತಿಯೊಬ್ಬರೂ ಧರ್ಮದ ಹಾದಿಯಲ್ಲಿ ಸಾಗಬೇಕು ಎಂದರು. ಈ ಸಂದರ್ಭದಲ್ಲಿ ಭಜನೆ, ಪ್ರವಚನ ಹಾಗೂ ಪ್ರಸಾದ ವಿನಿಯೋಗ ನಡೆಯಿತು. ನೂರಾರು ಭಕ್ತರು ಪಾಲ್ಗೊಂಡಿದ್ದರು. (10, 850, 194, 917)
newspaper-name-part1: ಸಂಜೆ (52, 4, 86, 28)
channasandra-body-middle-text: ಕೋಲಾರ ತಾಲೂಕು ವೇಮಗಲ್ ಹೋಬಳಿಯ ಚನ್ನಸಂದ್ರ ಗ್ರಾಮ ಪಂಚಾಯಿತಿ ಕಚೇರಿಗೆ ಸದಸ್ಯರು ಬೀಗ ಜಡಿದು ಪ್ರತಿಭಟನೆ ನಡೆಸಿದರು. ಪಂಚಾಯಿತಿ ಅಭಿವೃದ್ಧಿ ಅಧಿಕಾರಿ ಸದಸ್ಯರ ಗಮನಕ್ಕೆ ತರದೆ ಕಾಮಗಾರಿಗಳ ಬಿಲ್ ಪಾವತಿಸುತ್ತಿದ್ದಾರೆ ಎಂದು ಆರೋಪಿಸಲಾಯಿತು. ಸಾಮಾನ್ಯ ಸಭೆ ಕರೆಯದೆ ನಿರ್ಣಯಗಳನ್ನು ಕೈಗೊಳ್ಳಲಾಗುತ್ತಿದೆ. ಗ್ರಾಮಗಳಲ್ಲಿ ಕುಡಿಯುವ ನೀರಿನ ಸಮಸ್ಯೆ ತೀವ್ರವಾಗಿದ್ದರೂ ಕ್ರಮ ಕೈಗೊಂಡಿಲ್ಲ ಎಂದು ಸದಸ್ಯರು ದೂರಿದರು. ಸ್ಥಳಕ್ಕೆ ಭೇಟಿ ನೀಡಿದ ತಾಲೂಕು ಪಂಚಾಯಿತಿ ಕಾರ್ಯನಿರ್ವಾಹಕ ಅಧಿಕಾರಿಗಳು ಸದಸ್ಯರ ಅಹವಾಲು ಆಲಿಸಿದರು. ಸಮಸ್ಯೆಗಳನ್ನು ಪರಿಶೀಲಿಸಿ ಸೂಕ್ತ ಕ್ರಮ ಕೈಗೊಳ್ಳುವ ಭರವಸೆ ನೀಡಿದ ನಂತರ ಪ್ರತಿಭಟನೆ ಹಿಂಪಡೆಯಲಾಯಿತು. ಪಂಚಾಯಿತಿ ಅಧ್ಯಕ್ಷರು, ಉಪಾಧ್ಯಕ್ಷರು, ಸದಸ್ಯರು ಹಾಗೂ ಗ್ರಾಮಸ್ಥರು ಭಾಗವಹಿಸಿದ್ದರು. ಅಧಿಕಾರಿಗಳ ನಿರ್ಲಕ್ಷ್ಯ ಮುಂದುವರಿದರೆ ಜಿಲ್ಲಾ ಪಂಚಾಯಿತಿ ಕಚೇರಿ ಮುಂದೆ ಧರಣಿ ನಡೆಸುವುದಾಗಿ ಎಚ್ಚರಿಕೆ ನೀಡಿದರು. ಪಿಡಿಒ ಅವರ ವರ್ಗಾವಣೆಗೆ ಒತ್ತಾಯಿಸಲಾಯಿತು. ನರೇಗಾ ಕಾಮಗಾರಿಗಳಲ್ಲಿ ಅವ್ಯವಹಾರ ನಡೆದಿದೆ ಎಂದು ಆರೋಪಿಸಿ ತನಿಖೆಗೆ ಆಗ್ರಹಿಸಿದರು. ಪಂಚಾಯಿತಿ ವ್ಯಾಪ್ತಿಯ ಗ್ರಾಮಗಳಲ್ಲಿ ಬೀದಿ ದೀಪ, ಚರಂಡಿ ಸ್ವಚ್ಛತೆ ಸಮರ್ಪಕವಾಗಿ ನಡೆಯುತ್ತಿಲ್ಲ. ಈ ಬಗ್ಗೆ ಹಲವು ಬಾರಿ ಮನವಿ ಸಲ್ಲಿಸಿದರೂ ಪ್ರಯೋಜನವಾಗಿಲ್ಲ ಎಂದು ಅಸಮಾಧಾನ ವ್ಯಕ್ತಪಡಿಸಿದರು. (592, 1270, 794, 1404)
left-divider (8, 796, 194, 797)
